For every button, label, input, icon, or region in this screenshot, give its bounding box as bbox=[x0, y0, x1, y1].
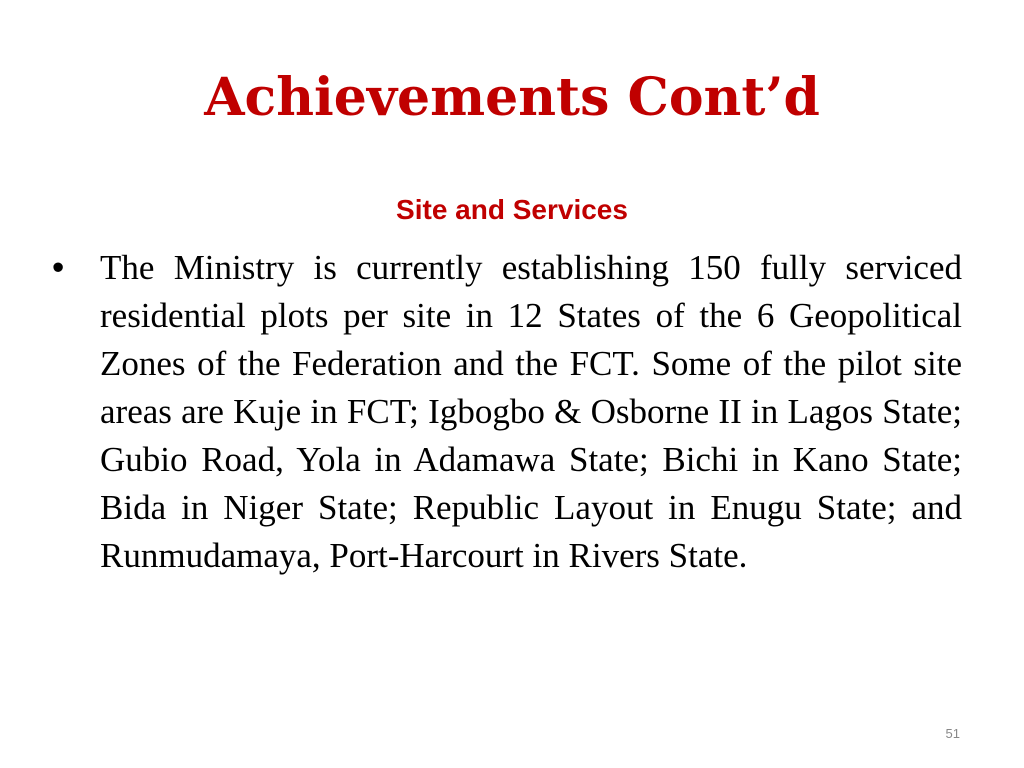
bullet-text: The Ministry is currently establishing 150 fully serviced residential plots per site in 12 States of the 6 Geopolitical Zones of the Federation and the FCT. Some of the pilot site areas are Kuje in FCT; Igbogbo & Osborne II in Lagos State; Gubio Road, Yola in Adamawa State; Bichi in Kano State; Bida in Niger State; Republic Layout in Enugu State; and Runmudamaya, Port-Harcourt in Rivers State. bbox=[100, 248, 962, 575]
bullet-marker: • bbox=[52, 248, 65, 287]
slide-title: Achievements Cont’d bbox=[204, 67, 820, 128]
slide-number: 51 bbox=[945, 726, 960, 741]
bullet-list bbox=[52, 244, 962, 580]
slide-subtitle: Site and Services bbox=[396, 194, 628, 225]
bullet-item bbox=[52, 244, 962, 580]
